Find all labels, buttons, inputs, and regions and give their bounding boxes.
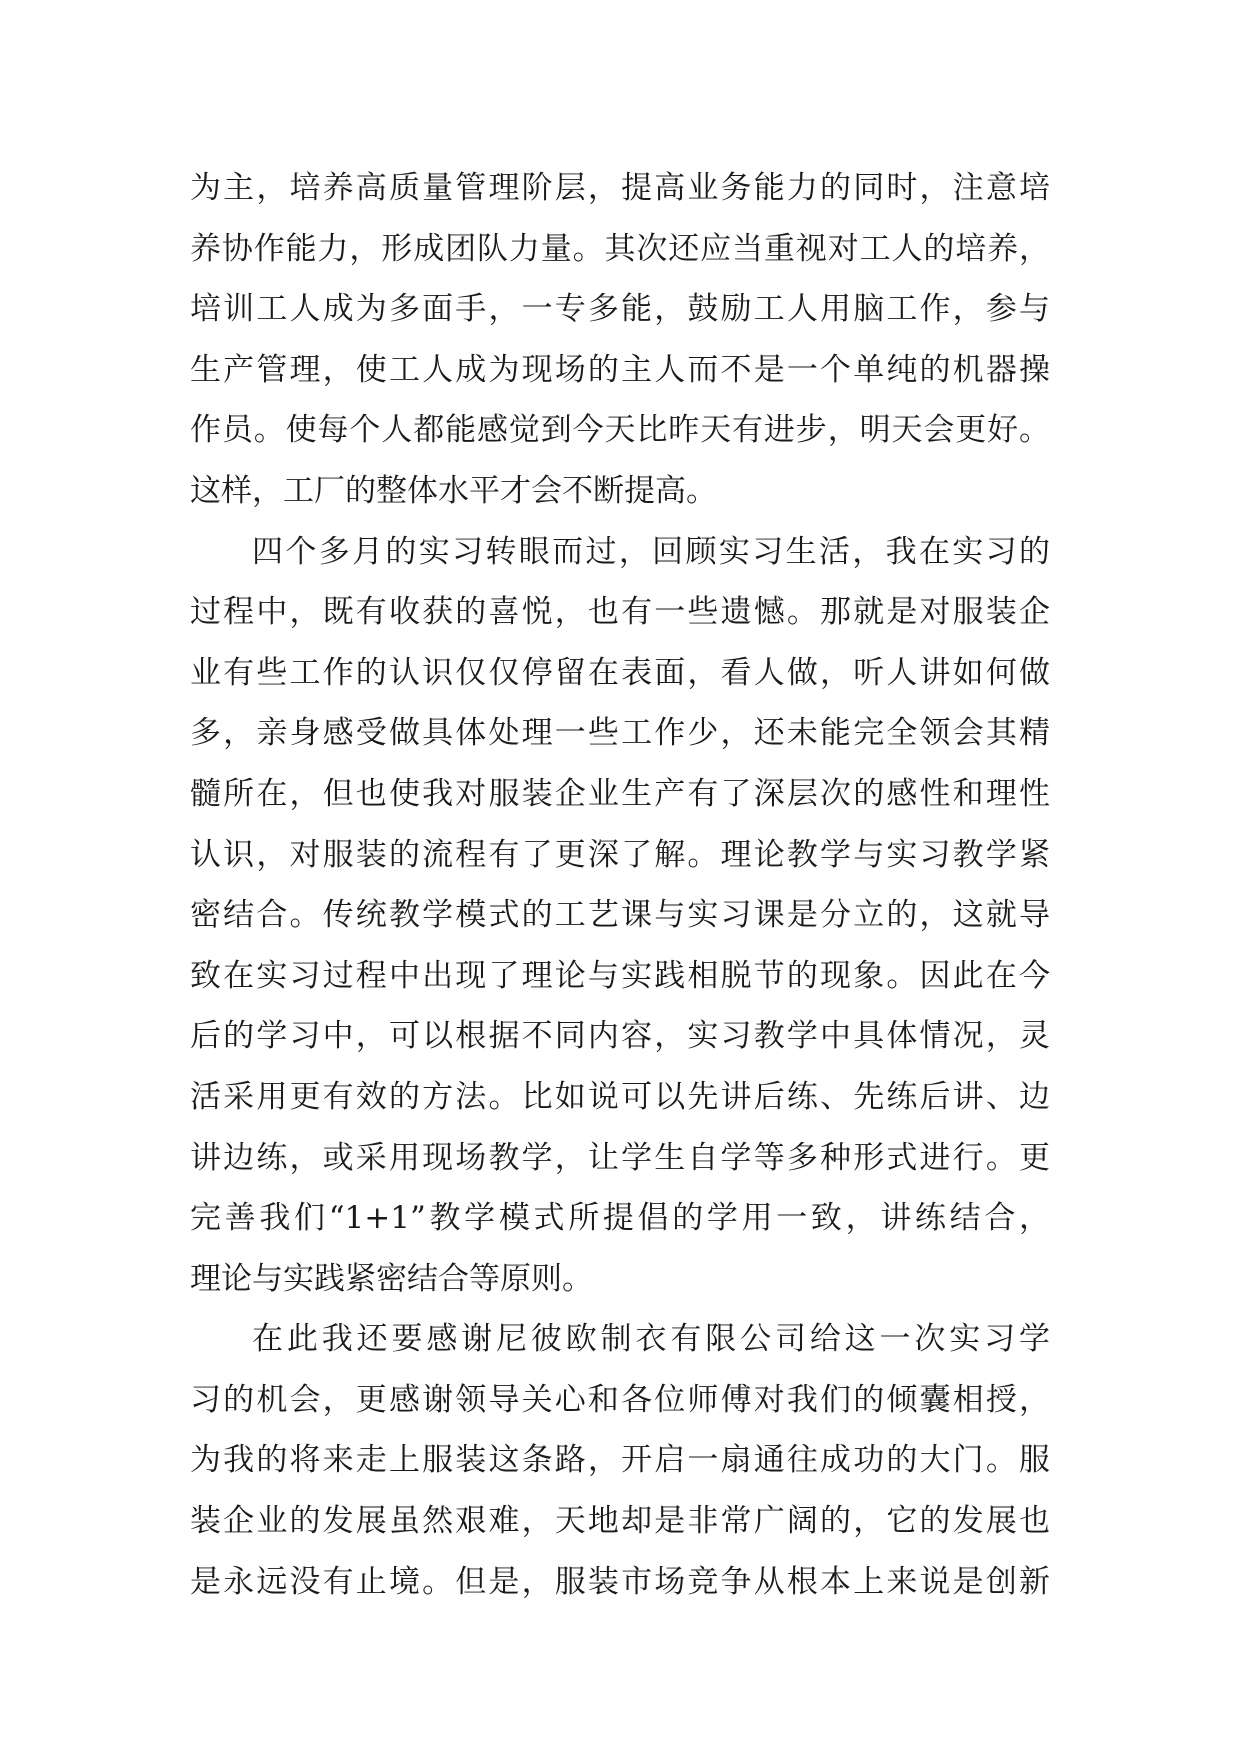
text-line: 装企业的发展虽然艰难，天地却是非常广阔的，它的发展也 bbox=[190, 1503, 1050, 1540]
text-line: 四个多月的实习转眼而过，回顾实习生活，我在实习的 bbox=[252, 533, 1050, 570]
text-line: 讲边练，或采用现场教学，让学生自学等多种形式进行。更 bbox=[190, 1139, 1050, 1176]
text-line: 髓所在，但也使我对服装企业生产有了深层次的感性和理性 bbox=[190, 775, 1050, 812]
text-line: 在此我还要感谢尼彼欧制衣有限公司给这一次实习学 bbox=[252, 1321, 1050, 1358]
text-line: 密结合。传统教学模式的工艺课与实习课是分立的，这就导 bbox=[190, 897, 1050, 934]
paragraph-1 bbox=[190, 158, 1050, 522]
text-line: 为主，培养高质量管理阶层，提高业务能力的同时，注意培 bbox=[190, 170, 1050, 206]
text-line: 多，亲身感受做具体处理一些工作少，还未能完全领会其精 bbox=[190, 715, 1050, 752]
text-line: 活采用更有效的方法。比如说可以先讲后练、先练后讲、边 bbox=[190, 1078, 1050, 1115]
text-line: 习的机会，更感谢领导关心和各位师傅对我们的倾囊相授， bbox=[190, 1381, 1050, 1418]
text-line: 致在实习过程中出现了理论与实践相脱节的现象。因此在今 bbox=[190, 957, 1050, 994]
paragraph-3 bbox=[190, 1309, 1050, 1612]
text-line: 完善我们“1+1”教学模式所提倡的学用一致，讲练结合， bbox=[190, 1200, 1050, 1237]
text-line: 培训工人成为多面手，一专多能，鼓励工人用脑工作，参与 bbox=[190, 291, 1050, 328]
text-line: 为我的将来走上服装这条路，开启一扇通往成功的大门。服 bbox=[190, 1442, 1050, 1479]
text-line: 生产管理，使工人成为现场的主人而不是一个单纯的机器操 bbox=[190, 351, 1050, 388]
paragraph-2 bbox=[190, 522, 1050, 1310]
text-line: 认识，对服装的流程有了更深了解。理论教学与实习教学紧 bbox=[190, 836, 1050, 873]
text-line: 过程中，既有收获的喜悦，也有一些遗憾。那就是对服装企 bbox=[190, 594, 1050, 631]
text-line: 后的学习中，可以根据不同内容，实习教学中具体情况，灵 bbox=[190, 1018, 1050, 1055]
text-line: 是永远没有止境。但是，服装市场竞争从根本上来说是创新 bbox=[190, 1563, 1050, 1600]
text-line: 作员。使每个人都能感觉到今天比昨天有进步，明天会更好。 bbox=[190, 412, 1050, 449]
text-line: 养协作能力，形成团队力量。其次还应当重视对工人的培养， bbox=[190, 230, 1050, 267]
text-line: 这样，工厂的整体水平才会不断提高。 bbox=[190, 472, 717, 509]
document-body bbox=[190, 158, 1050, 1612]
text-line: 业有些工作的认识仅仅停留在表面，看人做，听人讲如何做 bbox=[190, 654, 1050, 691]
text-line: 理论与实践紧密结合等原则。 bbox=[190, 1260, 593, 1297]
